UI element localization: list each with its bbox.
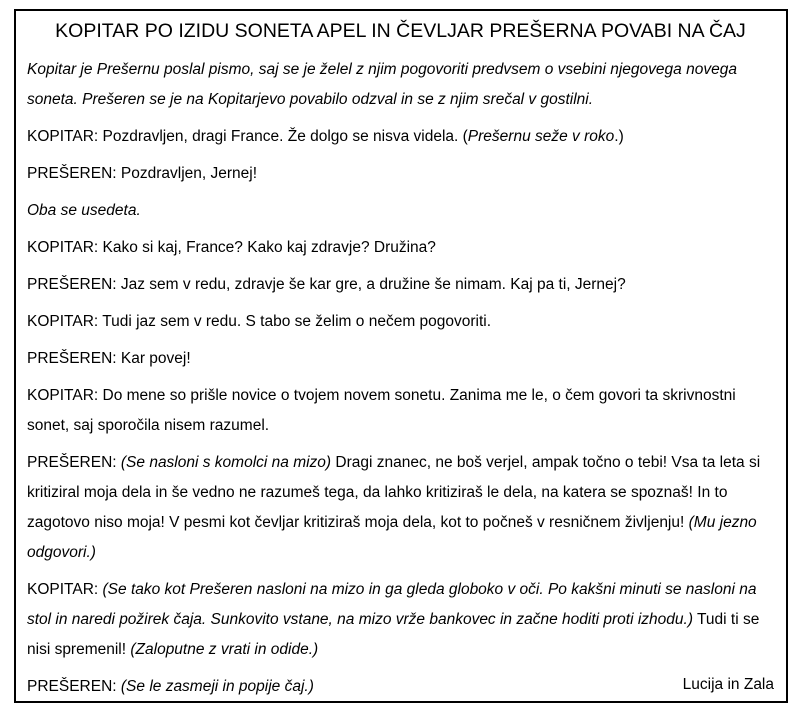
text-segment: (Mu jezno odgovori.) <box>27 514 757 561</box>
text-segment: PREŠEREN: Jaz sem v redu, zdravje še kar gre, a družine še nimam. Kaj pa ti, Jernej? <box>27 276 626 293</box>
text-segment: PREŠEREN: Kar povej! <box>27 350 191 367</box>
stage-direction-both-sit <box>27 196 774 226</box>
kopitar-line-2 <box>27 233 774 263</box>
preseren-line-4 <box>27 448 774 568</box>
document-title: KOPITAR PO IZIDU SONETA APEL IN ČEVLJAR PREŠERNA POVABI NA ČAJ <box>55 20 746 42</box>
text-segment: Prešernu seže v roko <box>467 128 615 145</box>
text-segment: KOPITAR: Pozdravljen, dragi France. Že dolgo se nisva videla. ( <box>27 128 468 145</box>
preseren-line-2 <box>27 270 774 300</box>
dialogue-body <box>27 55 774 702</box>
text-segment: (Se tako kot Prešeren nasloni na mizo in ga gleda globoko v oči. Po kakšni minuti se nasloni na stol in naredi požirek čaja. Sunkovito vstane, na mizo vrže bankovec in začne hoditi proti izhodu.) <box>27 581 757 628</box>
text-segment: Dragi znanec, ne boš verjel, ampak točno o tebi! Vsa ta leta si kritiziral moja dela in še vedno ne razumeš tega, da lahko kritiziraš le dela, na katera se spoznaš! In to zagotovo niso moja! V pesmi kot čevljar kritiziraš moja dela, kot to počneš v resničnem življenju! <box>27 454 761 531</box>
text-segment: (Se le zasmeji in popije čaj.) <box>120 678 314 695</box>
text-segment: KOPITAR: Kako si kaj, France? Kako kaj zdravje? Družina? <box>27 239 436 256</box>
preseren-line-3 <box>27 344 774 374</box>
text-segment: Kopitar je Prešernu poslal pismo, saj se je želel z njim pogovoriti predvsem o vsebini njegovega novega soneta. Prešeren se je na Kopitarjevo povabilo odzval in se z njim srečal v gostilni. <box>27 61 737 108</box>
text-segment: KOPITAR: <box>27 581 103 598</box>
kopitar-line-1 <box>27 122 774 152</box>
text-segment: (Zaloputne z vrati in odide.) <box>130 641 319 658</box>
text-segment: PREŠEREN: <box>27 454 121 471</box>
preseren-line-5 <box>27 672 774 702</box>
text-segment: Oba se usedeta. <box>27 202 141 219</box>
text-segment: KOPITAR: Do mene so prišle novice o tvojem novem sonetu. Zanima me le, o čem govori ta skrivnostni sonet, saj sporočila nisem razumel. <box>27 387 736 434</box>
text-segment: .) <box>614 128 624 145</box>
text-segment: PREŠEREN: Pozdravljen, Jernej! <box>27 165 258 182</box>
preseren-line-1 <box>27 159 774 189</box>
intro-narration <box>27 55 774 115</box>
text-segment: Tudi ti se nisi spremenil! <box>27 611 760 658</box>
kopitar-line-5 <box>27 575 774 665</box>
document-page <box>14 9 788 703</box>
text-segment: (Se nasloni s komolci na mizo) <box>120 454 332 471</box>
text-segment: KOPITAR: Tudi jaz sem v redu. S tabo se želim o nečem pogovoriti. <box>27 313 492 330</box>
authors-signature: Lucija in Zala <box>682 676 774 693</box>
text-segment: PREŠEREN: <box>27 678 121 695</box>
kopitar-line-3 <box>27 307 774 337</box>
kopitar-line-4 <box>27 381 774 441</box>
